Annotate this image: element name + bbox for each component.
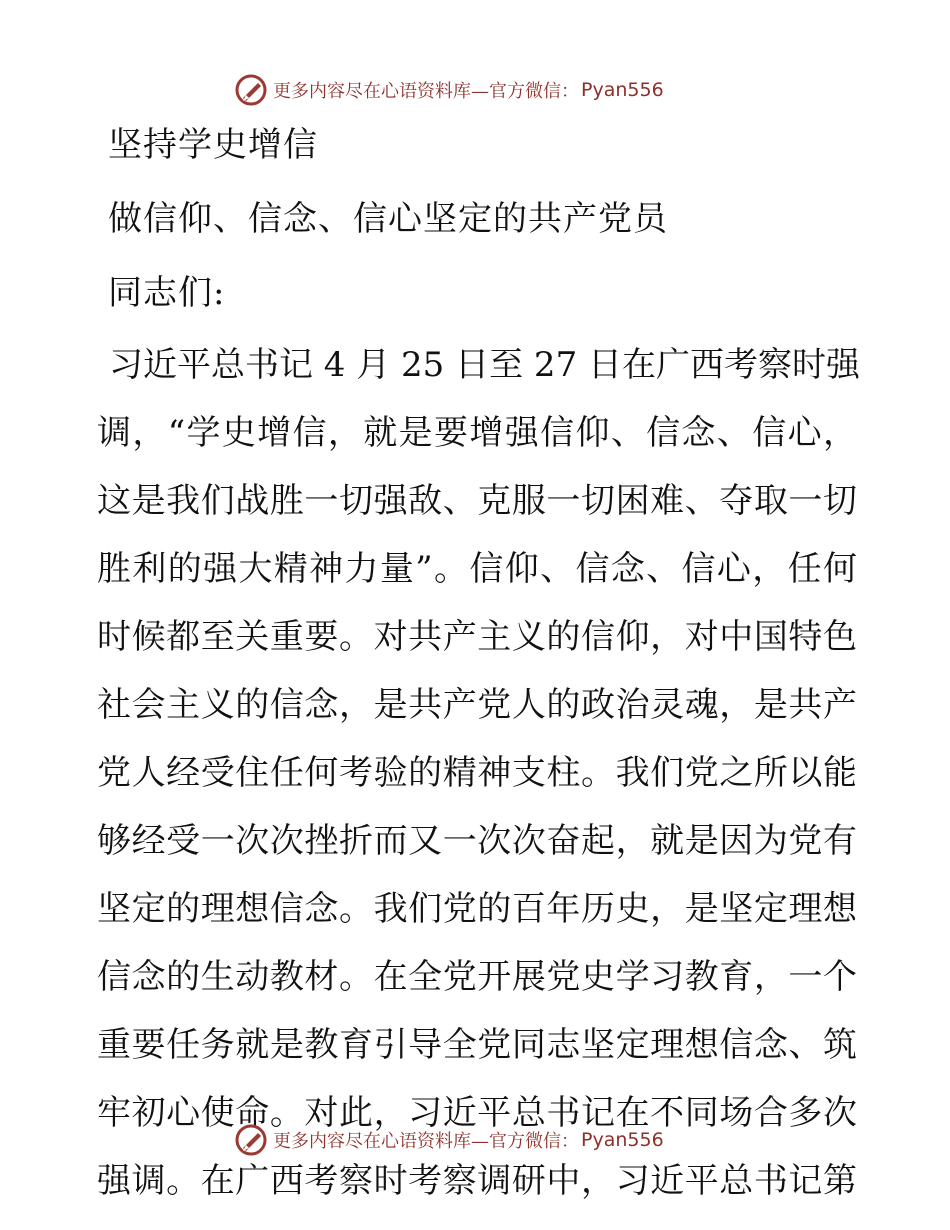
watermark-footer: [234, 1122, 664, 1158]
body-line: 强调。在广西考察时考察调研中，习近平总书记第: [97, 1161, 857, 1201]
watermark-handle: Pyan556: [581, 79, 664, 101]
document-title: 坚持学史增信: [108, 125, 318, 165]
pen-nib-logo-icon: [234, 73, 268, 107]
body-line: 这是我们战胜一切强敌、克服一切困难、夺取一切: [97, 481, 857, 521]
body-line: 坚定的理想信念。我们党的百年历史，是坚定理想: [97, 889, 857, 929]
body-line: 胜利的强大精神力量”。信仰、信念、信心，任何: [97, 549, 857, 589]
body-line: 调，“学史增信，就是要增强信仰、信念、信心，: [97, 413, 857, 453]
salutation: 同志们:: [108, 273, 226, 313]
body-line: 牢初心使命。对此，习近平总书记在不同场合多次: [97, 1093, 857, 1133]
watermark-text: 更多内容尽在心语资料库—官方微信：: [273, 81, 579, 102]
watermark-handle: Pyan556: [581, 1129, 664, 1151]
body-line: 社会主义的信念，是共产党人的政治灵魂，是共产: [97, 685, 857, 725]
body-line: 时候都至关重要。对共产主义的信仰，对中国特色: [97, 617, 857, 657]
body-line: 够经受一次次挫折而又一次次奋起，就是因为党有: [97, 821, 857, 861]
pen-nib-logo-icon: [234, 1123, 268, 1157]
body-line: 重要任务就是教育引导全党同志坚定理想信念、筑: [97, 1025, 857, 1065]
body-line: 习近平总书记 4 月 25 日至 27 日在广西考察时强: [109, 345, 861, 385]
document-subtitle: 做信仰、信念、信心坚定的共产党员: [108, 199, 668, 239]
body-line: 信念的生动教材。在全党开展党史学习教育，一个: [97, 957, 857, 997]
watermark-header: [234, 72, 664, 108]
body-line: 党人经受住任何考验的精神支柱。我们党之所以能: [97, 753, 857, 793]
document-body: [97, 345, 861, 1229]
watermark-text: 更多内容尽在心语资料库—官方微信：: [273, 1131, 579, 1152]
